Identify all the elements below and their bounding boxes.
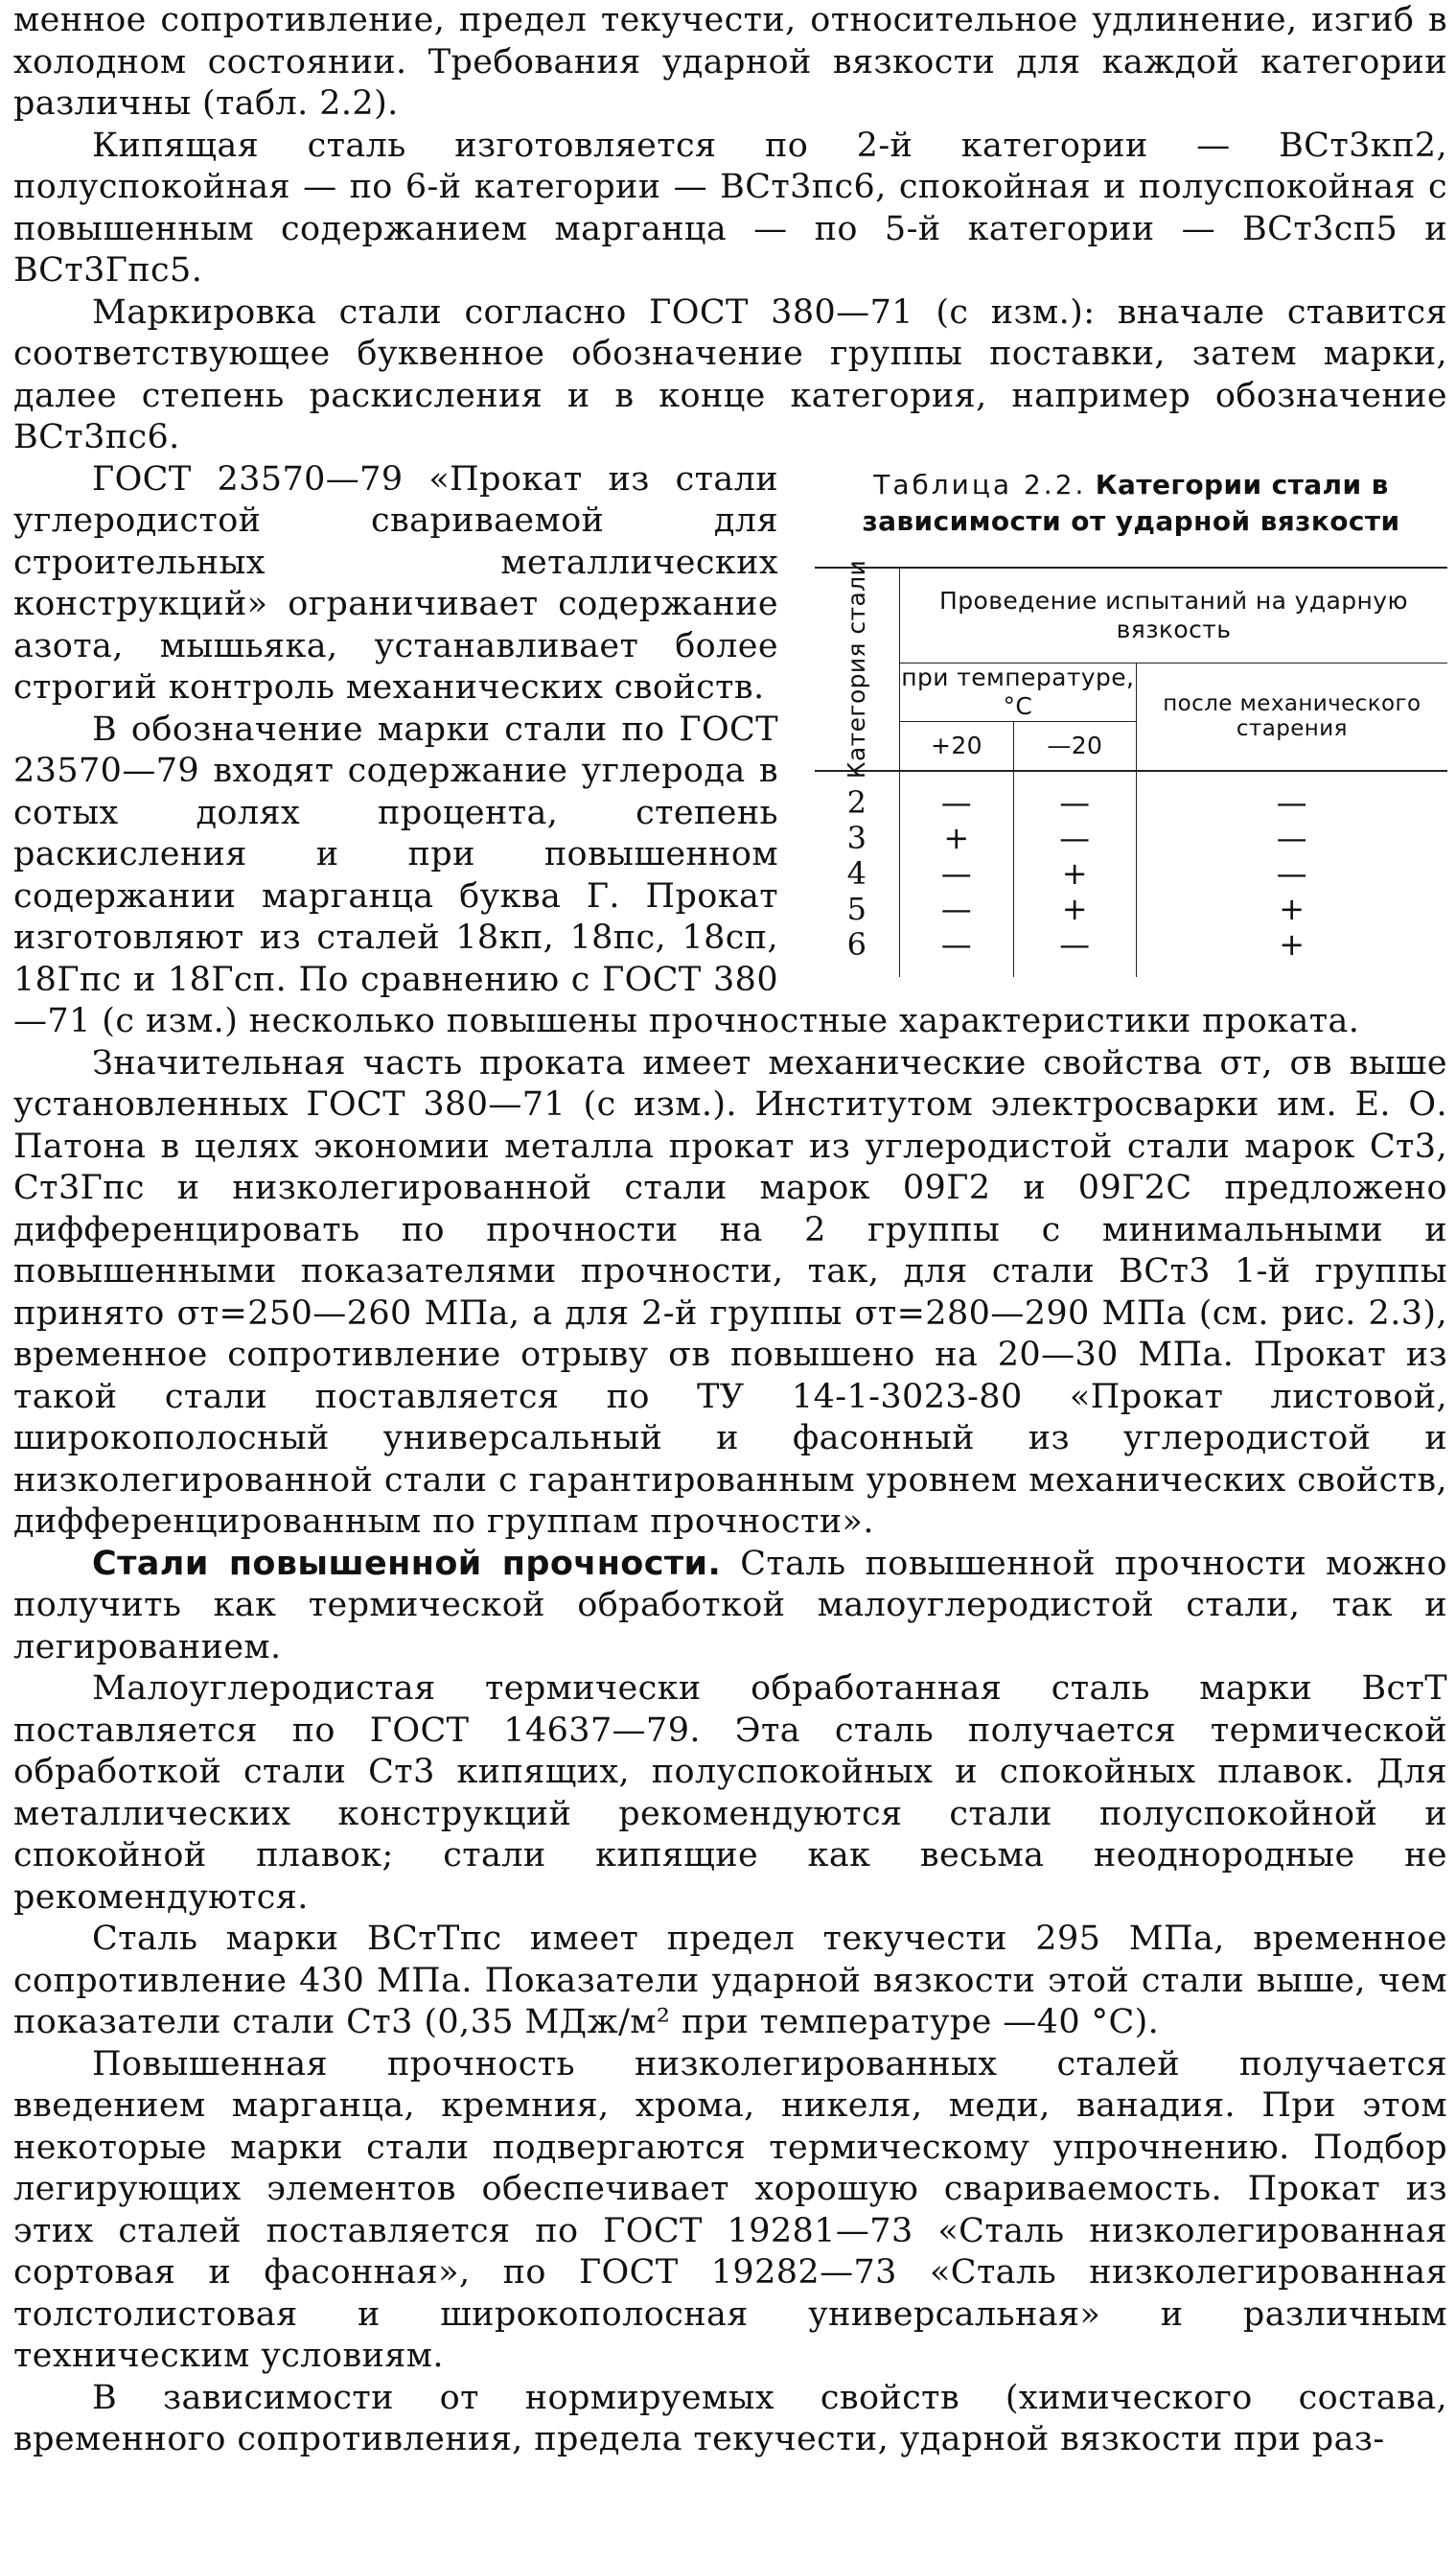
header-aging: после механического старения (1136, 663, 1447, 771)
table-caption (815, 467, 1447, 540)
table-2-2 (815, 467, 1447, 977)
table-caption-label: Таблица 2.2. (873, 468, 1087, 501)
paragraph-text: Сталь повышенной прочности можно получить как термической обработкой малоуглеродистой стали, так и легированием. (13, 1544, 1447, 1666)
minus20-values: — — + + — (1013, 771, 1136, 977)
header-plus20: +20 (900, 721, 1014, 771)
paragraph: В обозначение марки стали по ГОСТ 23570—79 входят содержание углерода в сотых долях процента, степень раскисления и при повышенном содержании марганца буква Г. Прокат изготовляют из сталей 18кп, 18пс, 18сп, 18Гпс и 18Гсп. По сравнению с ГОСТ 380—71 (с изм.) несколько повышены прочностные характеристики проката. (13, 710, 1360, 1040)
aging-values: — — — + + (1136, 771, 1447, 977)
header-category: Категория стали (815, 568, 900, 771)
category-values: 2 3 4 5 6 (815, 771, 900, 977)
section-heading: Стали повышенной прочности. (92, 1544, 722, 1583)
document-page (13, 0, 1447, 2461)
paragraph: Повышенная прочность низколегированных сталей получается введением марганца, кремния, хрома, никеля, меди, ванадия. При этом некоторые марки стали подвергаются термическому упрочнению. Подбор легирующих элементов обеспечивает хорошую свариваемость. Прокат из этих сталей поставляется по ГОСТ 19281—73 «Сталь низколегированная сортовая и фасонная», по ГОСТ 19282—73 «Сталь низколегированная толстолистовая и широкополосная универсальная» и различным техническим условиям. (13, 2044, 1447, 2375)
category-table (815, 559, 1447, 977)
paragraph: менное сопротивление, предел текучести, относительное удлинение, изгиб в холодном состоянии. Требования ударной вязкости для каждой категории различны (табл. 2.2). (13, 1, 1447, 123)
paragraph: Сталь марки ВСтТпс имеет предел текучести 295 МПа, временное сопротивление 430 МПа. Показатели ударной вязкости этой стали выше, чем показатели стали Ст3 (0,35 МДж/м² при температуре —40 °С). (13, 1920, 1447, 2041)
header-temperature: при температуре, °С (901, 663, 1135, 720)
plus20-values: — + — — — (900, 771, 1014, 977)
table-caption-title: Категории стали в зависимости от ударной вязкости (862, 468, 1400, 537)
header-minus20: —20 (1013, 721, 1136, 771)
header-testing: Проведение испытаний на ударную вязкость (900, 568, 1448, 664)
paragraph: Маркировка стали согласно ГОСТ 380—71 (с изм.): вначале ставится соответствующее буквенное обозначение группы поставки, затем марки, далее степень раскисления и в конце категория, например обозначение ВСт3пс6. (13, 292, 1447, 456)
paragraph: В зависимости от нормируемых свойств (химического состава, временного сопротивления, предела текучести, ударной вязкости при раз- (13, 2378, 1447, 2458)
paragraph: Кипящая сталь изготовляется по 2-й категории — ВСт3кп2, полуспокойная — по 6-й категории — ВСт3пс6, спокойная и полуспокойная с повышенным содержанием марганца — по 5-й категории — ВСт3сп5 и ВСт3Гпс5. (13, 126, 1447, 290)
paragraph (13, 1544, 1447, 1669)
paragraph: ГОСТ 23570—79 «Прокат из стали углеродистой свариваемой для строительных металлических конструкций» ограничивает содержание азота, мышьяка, устанавливает более строгий контроль механических свойств. (13, 459, 778, 707)
paragraph: Значительная часть проката имеет механические свойства σт, σв выше установленных ГОСТ 380—71 (с изм.). Институтом электросварки им. Е. О. Патона в целях экономии металла прокат из углеродистой стали марок Ст3, Ст3Гпс и низколегированной стали марок 09Г2 и 09Г2С предложено дифференцировать по прочности на 2 группы с минимальными и повышенными показателями прочности, так, для стали ВСт3 1-й группы принято σт=250—260 МПа, а для 2-й группы σт=280—290 МПа (см. рис. 2.3), временное сопротивление отрыву σв повышено на 20—30 МПа. Прокат из такой стали поставляется по ТУ 14-1-3023-80 «Прокат листовой, широкополосный универсальный и фасонный из углеродистой и низколегированной стали с гарантированным уровнем механических свойств, дифференцированным по группам прочности». (13, 1043, 1447, 1541)
paragraph: Малоуглеродистая термически обработанная сталь марки ВстТ поставляется по ГОСТ 14637—79. Эта сталь получается термической обработкой стали Ст3 кипящих, полуспокойных и спокойных плавок. Для металлических конструкций рекомендуются стали полуспокойной и спокойной плавок; стали кипящие как весьма неоднородные не рекомендуются. (13, 1669, 1447, 1917)
